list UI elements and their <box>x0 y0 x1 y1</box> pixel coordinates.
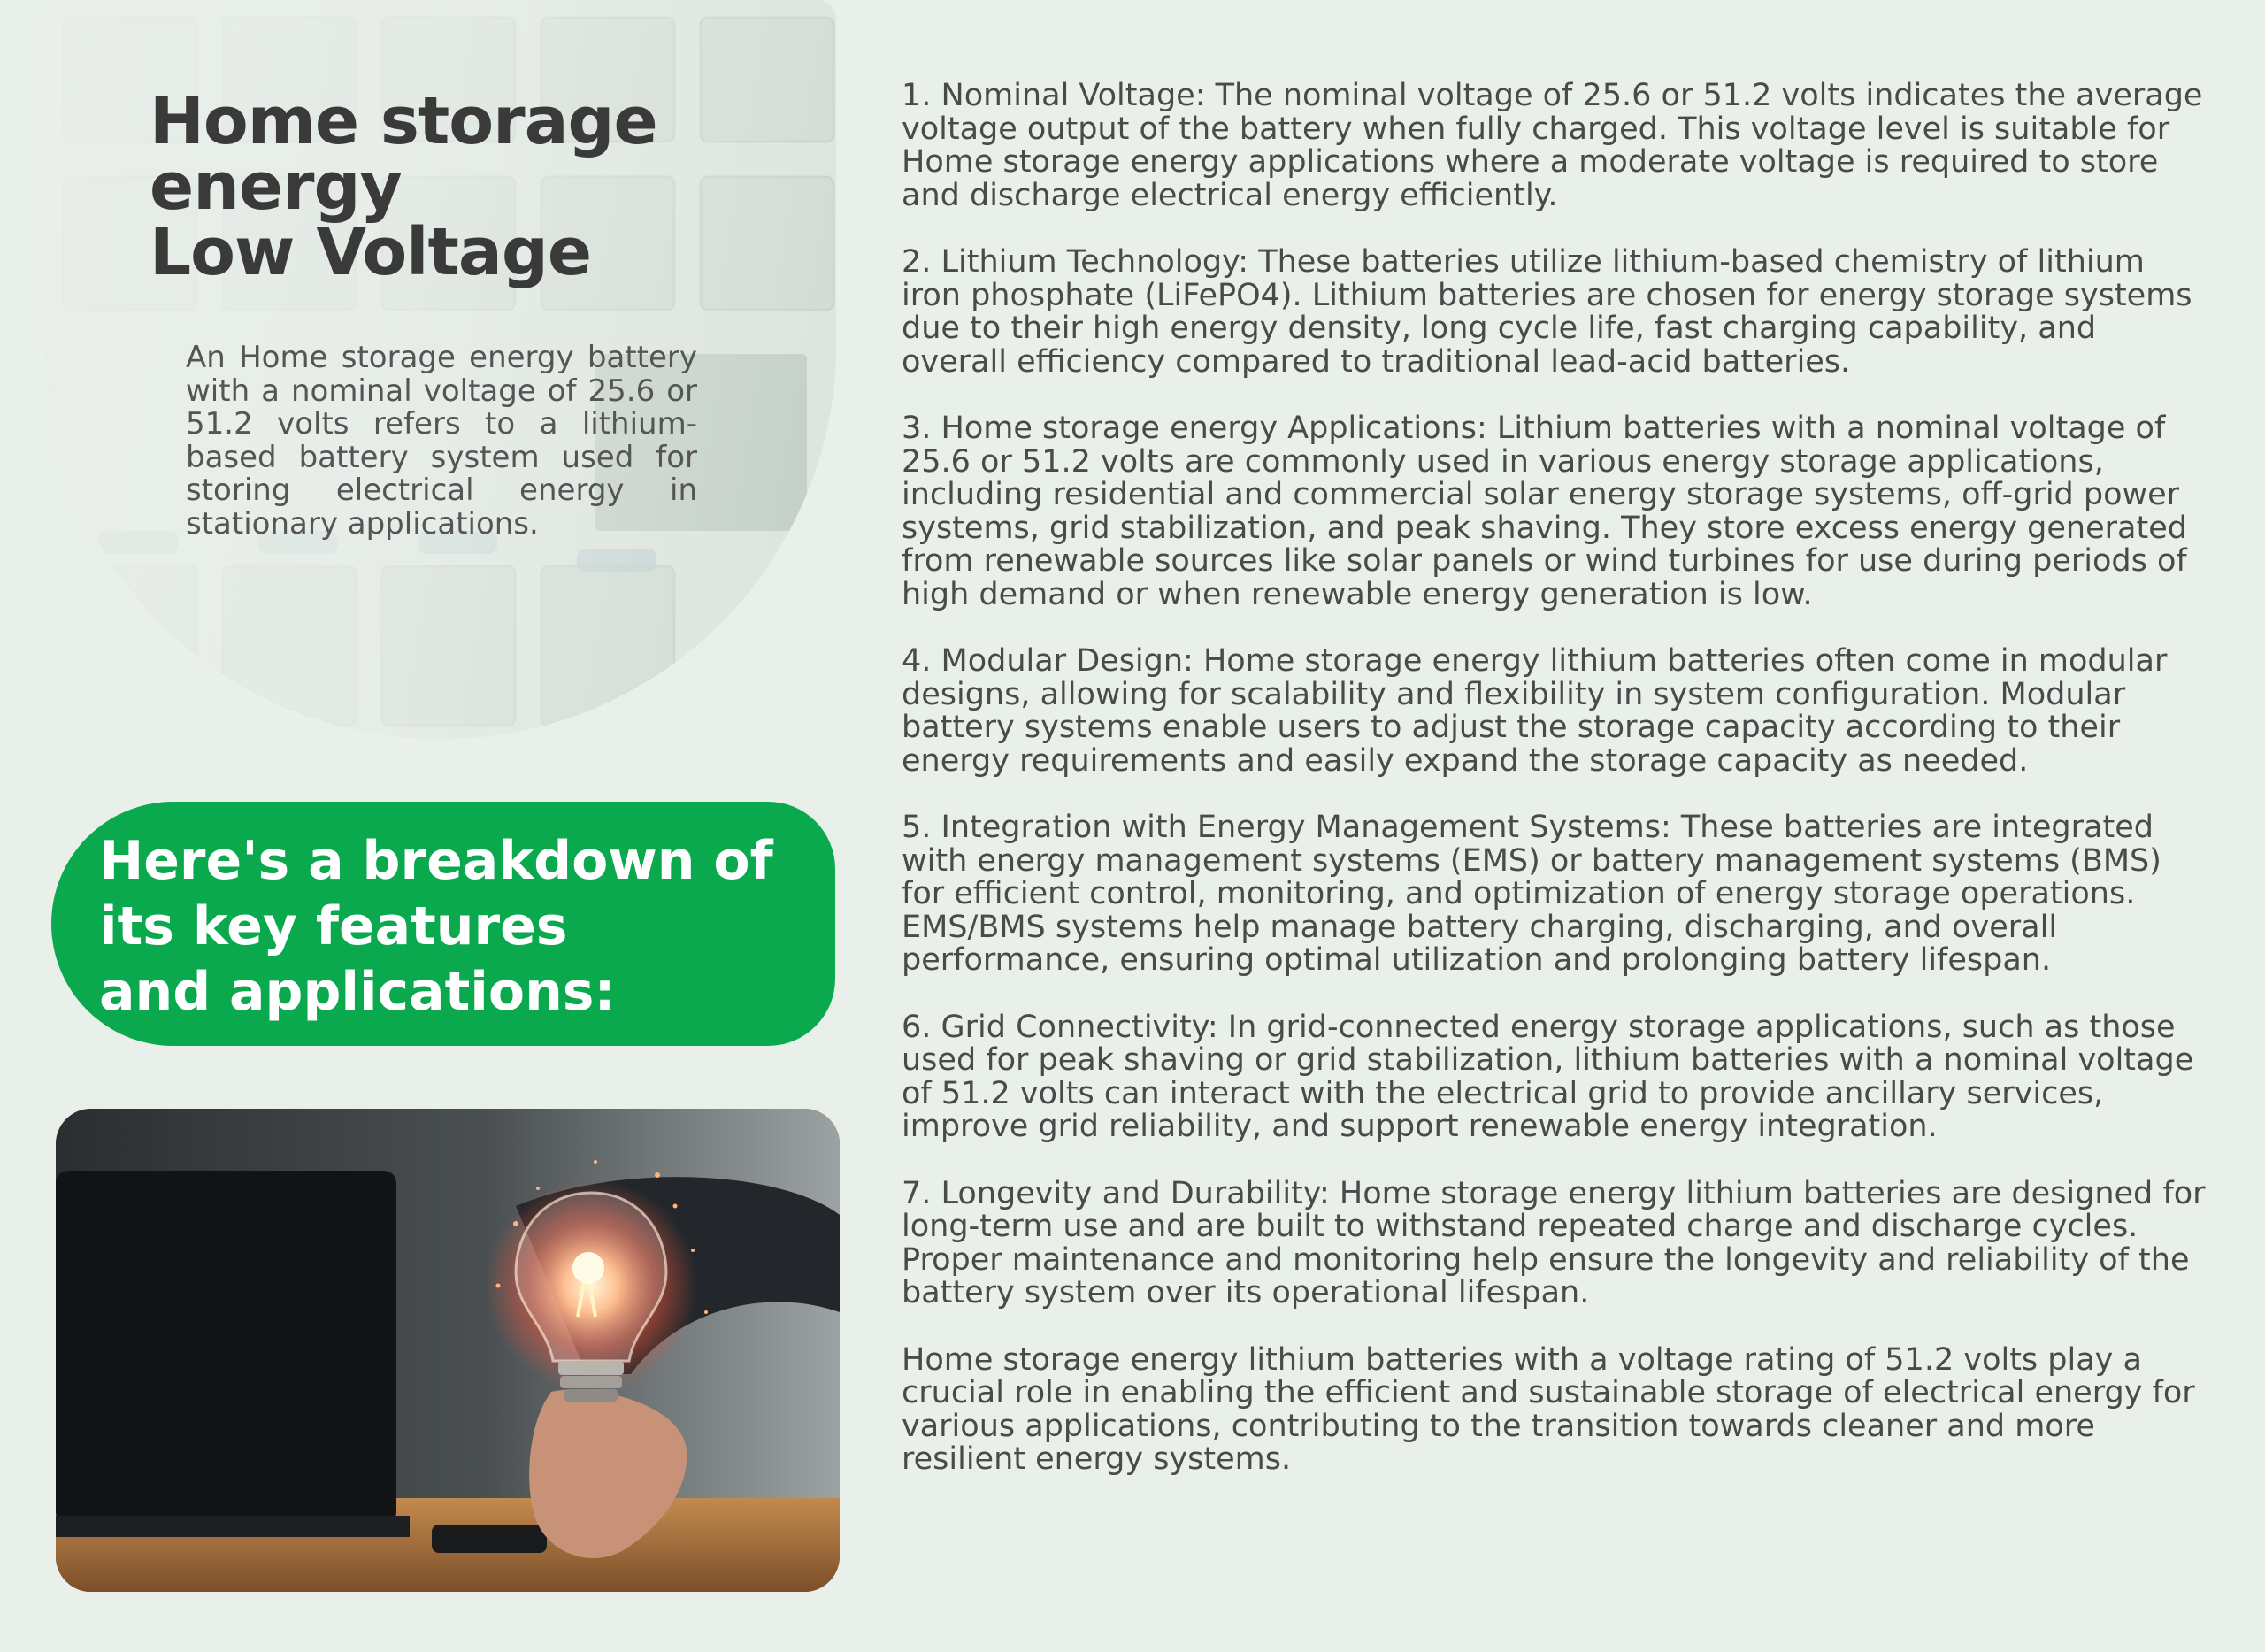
feature-modular-design: 4. Modular Design: Home storage energy lithium batteries often come in modular designs, allowing for scalability and flexibility in system configuration. Modular battery systems enable users to adjust the storage capacity according to their energy requirements and easily expand the storage capacity as needed. <box>902 643 2168 779</box>
page-title: Home storage energy Low Voltage <box>150 83 657 290</box>
feature-applications: 3. Home storage energy Applications: Lithium batteries with a nominal voltage of 25.6 or 51.2 volts are commonly used in various energy storage applications, including residential and commercial solar energy storage systems, off-grid power systems, grid stabilization, and peak shaving. They store excess energy generated from renewable sources like solar panels or wind turbines for use during periods of high demand or when renewable energy generation is low. <box>902 411 2187 612</box>
feature-lithium-technology: 2. Lithium Technology: These batteries utilize lithium-based chemistry of lithium iron phosphate (LiFePO4). Lithium batteries are chosen for energy storage systems due to their high energy density, long cycle life, fast charging capability, and overall efficiency compared to traditional lead-acid batteries. <box>902 244 2192 380</box>
feature-nominal-voltage: 1. Nominal Voltage: The nominal voltage of 25.6 or 51.2 volts indicates the average voltage output of the battery when fully charged. This voltage level is suitable for Home storage energy applications where a moderate voltage is required to store and discharge electrical energy efficiently. <box>902 78 2203 213</box>
breakdown-heading: Here's a breakdown of its key features and applications: <box>99 830 773 1023</box>
hero-panel <box>46 0 836 739</box>
conclusion-paragraph: Home storage energy lithium batteries with a voltage rating of 51.2 volts play a crucial role in enabling the efficient and sustainable storage of electrical energy for various applications, contributing to the transition towards cleaner and more resilient energy systems. <box>902 1341 2195 1477</box>
intro-paragraph: An Home storage energy battery with a nominal voltage of 25.6 or 51.2 volts refers to a lithium-based battery system used for storing electrical energy in stationary applications. <box>186 340 697 542</box>
feature-energy-management: 5. Integration with Energy Management Systems: These batteries are integrated with energy management systems (EMS) or battery management systems (BMS) for efficient control, monitoring, and optimization of energy storage operations. EMS/BMS systems help manage battery charging, discharging, and overall performance, ensuring optimal utilization and prolonging battery lifespan. <box>902 810 2161 978</box>
features-list <box>902 80 2211 1510</box>
lightbulb-photo <box>56 1109 840 1592</box>
feature-longevity: 7. Longevity and Durability: Home storage energy lithium batteries are designed for long-term use and are built to withstand repeated charge and discharge cycles. Proper maintenance and monitoring help ensure the longevity and reliability of the battery system over its operational lifespan. <box>902 1175 2206 1310</box>
feature-grid-connectivity: 6. Grid Connectivity: In grid-connected energy storage applications, such as those used for peak shaving or grid stabilization, lithium batteries with a nominal voltage of 51.2 volts can interact with the electrical grid to provide ancillary services, improve grid reliability, and support renewable energy integration. <box>902 1009 2194 1144</box>
breakdown-banner <box>51 802 835 1046</box>
